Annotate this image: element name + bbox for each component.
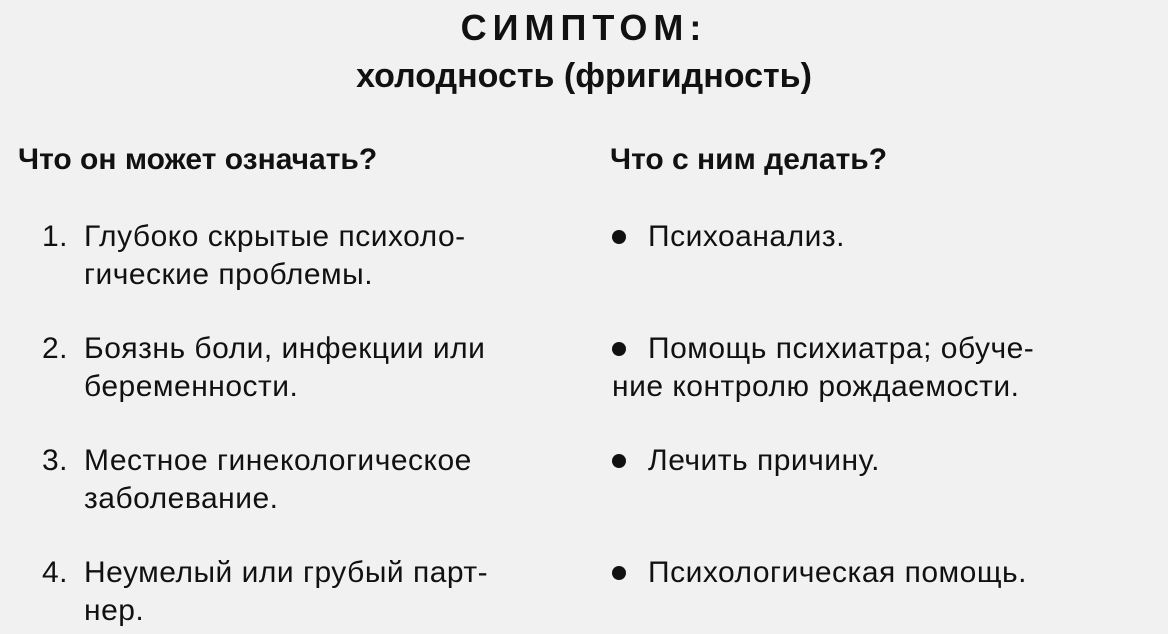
remedy-text-continued: ние контролю рождаемости. [612, 370, 1020, 403]
cause-text: Неумелый или грубый парт- [84, 556, 489, 589]
cause-text: Глубоко скрытые психоло- [84, 220, 466, 253]
bullet-icon [612, 230, 626, 244]
page-title: СИМПТОМ: [460, 7, 708, 48]
remedy-text: Лечить причину. [648, 444, 880, 477]
cause-text-continued: заболевание. [84, 482, 279, 515]
item-number: 3. [42, 444, 69, 477]
remedy-text: Психологическая помощь. [648, 556, 1027, 589]
remedy-text: Помощь психиатра; обуче- [648, 332, 1035, 365]
cause-text: Местное гинекологическое [84, 444, 472, 477]
page-subtitle: холодность (фригидность) [356, 57, 812, 95]
column-heading-remedies: Что с ним делать? [610, 143, 888, 176]
cause-text-continued: беременности. [84, 370, 299, 403]
bullet-icon [612, 342, 626, 356]
column-heading-causes: Что он может означать? [18, 143, 378, 176]
item-number: 1. [42, 220, 69, 253]
bullet-icon [612, 454, 626, 468]
cause-text-continued: нер. [84, 594, 145, 627]
item-number: 2. [42, 332, 69, 365]
cause-text-continued: гические проблемы. [84, 258, 374, 291]
remedy-text: Психоанализ. [648, 220, 845, 253]
cause-text: Боязнь боли, инфекции или [84, 332, 486, 365]
bullet-icon [612, 566, 626, 580]
item-number: 4. [42, 556, 69, 589]
